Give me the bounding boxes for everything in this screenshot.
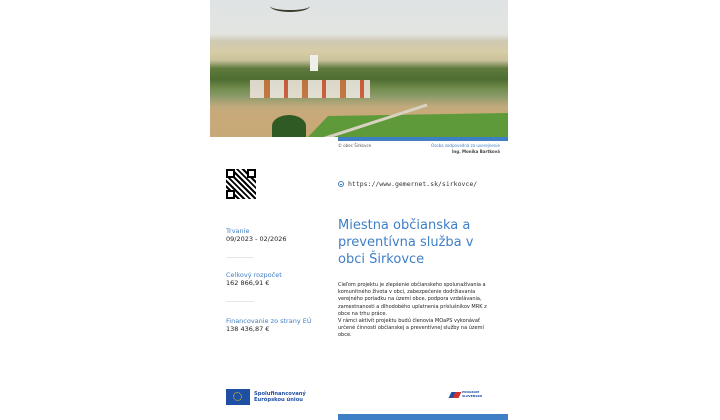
divider [226,257,254,258]
village-photo [210,0,508,137]
globe-icon [338,181,344,187]
qr-finder [227,191,234,198]
meta-duration [226,227,326,243]
meta-label: Celkový rozpočet [226,271,282,279]
eu-flag-icon [226,389,250,405]
program-line1: PROGRAM [462,390,480,394]
project-url[interactable]: https://www.gemernet.sk/sirkovce/ [348,180,478,188]
meta-budget [226,271,326,287]
eu-cofunded-logo [226,389,306,405]
meta-value: 138 436,87 € [226,325,270,333]
photo-credit: © obec Širkovce [338,143,372,148]
tree [272,115,306,137]
responsible-name: Ing. Monika Bartková [451,149,500,154]
project-poster [210,0,508,420]
accent-bar-top [338,137,508,141]
eu-cofunded-text [254,391,306,404]
meta-value: 09/2023 - 02/2026 [226,235,287,243]
meta-label: Trvanie [226,227,250,235]
responsible-person [431,143,500,155]
meta-label: Financovanie zo strany EÚ [226,317,312,325]
program-slovensko-icon [449,392,462,398]
qr-code[interactable] [226,169,256,199]
eu-line1: Spolufinancovaný [254,390,306,397]
project-title: Miestna občianska a preventívna služba v obci Širkovce [338,218,474,267]
project-link[interactable] [338,180,477,188]
accent-bar-bottom [338,414,508,420]
divider [226,301,254,302]
church-tower [310,55,318,71]
meta-eu-funding [226,317,326,333]
project-description [338,282,498,340]
program-line2: SLOVENSKO [462,393,483,398]
description-paragraph: V rámci aktivít projektu budú členovia MOaPS vykonávať určené činnosti občianskej a preventívnej služby na území obce. [338,318,484,339]
description-paragraph: Cieľom projektu je zlepšenie občianskeho spolunažívania a komunitného života v obci, zabezpečenie dodržiavania verejného poriadku na území obce, podpora vzdelávania, zamestnanosti a dlhodobého uplatnenia príslušníkov MRK z obce na trhu práce. [338,282,487,317]
pine-branch [270,0,310,12]
qr-finder [248,170,255,177]
responsible-label: Osoba zodpovedná za uverejnenie [430,143,500,148]
meta-value: 162 866,91 € [226,279,270,287]
program-slovensko-text [462,391,482,398]
eu-line2: Európskou úniou [254,397,303,403]
qr-finder [227,170,234,177]
program-slovensko-logo [450,391,482,398]
village-houses [250,80,370,98]
